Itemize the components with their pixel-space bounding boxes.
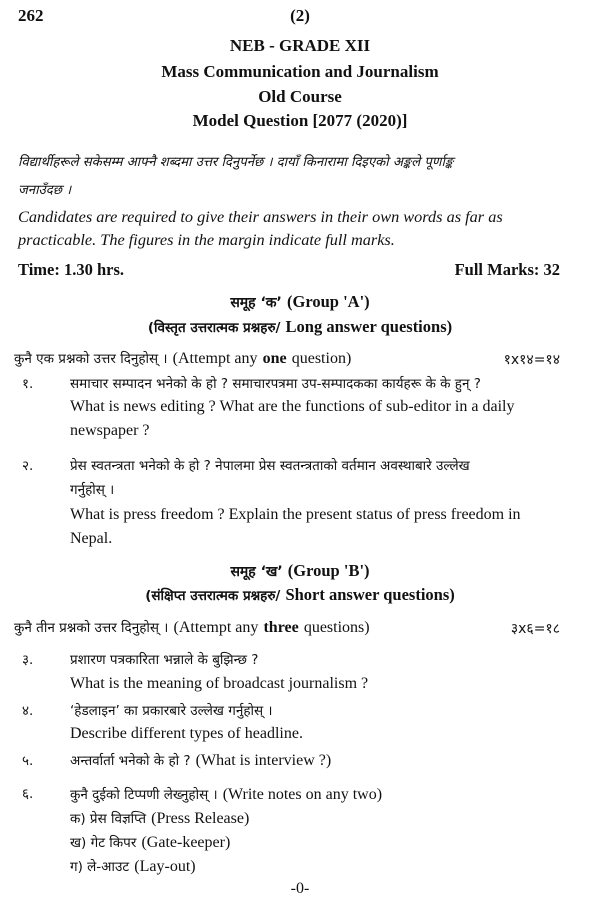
- question-4-en: Describe different types of headline.: [70, 725, 303, 742]
- group-b-instruction-en-prefix: (Attempt any: [173, 619, 259, 636]
- question-5-number: ५.: [22, 753, 34, 769]
- question-3-number: ३.: [22, 652, 34, 668]
- group-a-instruction-en-bold: one: [262, 350, 287, 367]
- question-5-text: [70, 750, 331, 770]
- group-a-subtitle-en: Long answer questions): [285, 317, 453, 336]
- group-b-title-en: (Group 'B'): [287, 561, 370, 580]
- subitem-1-np: क) प्रेस विज्ञप्ति: [70, 811, 147, 827]
- group-b-instruction-en-suffix: questions): [303, 619, 370, 636]
- group-b-title: [0, 561, 600, 581]
- question-1-np: समाचार सम्पादन भनेको के हो ? समाचारपत्रमा उप-सम्पादकका कार्यहरू के के हुन् ?: [70, 376, 481, 392]
- question-2-np-line1: प्रेस स्वतन्त्रता भनेको के हो ? नेपालमा प्रेस स्वतन्त्रताको वर्तमान अवस्थाबारे उल्लेख: [70, 458, 470, 474]
- page-number: 262: [18, 6, 44, 25]
- question-3-en: What is the meaning of broadcast journalism ?: [70, 675, 369, 692]
- group-b-title-np: समूह ‘ख’: [230, 564, 283, 580]
- question-5-en: (What is interview ?): [195, 752, 332, 769]
- group-a-subtitle: [0, 317, 600, 337]
- question-6-np: कुनै दुईको टिप्पणी लेख्नुहोस् ।: [70, 787, 218, 803]
- group-b-subtitle: [0, 585, 600, 605]
- exam-time: Time: 1.30 hrs.: [18, 260, 125, 279]
- question-1-en-line1: What is news editing ? What are the functions of sub-editor in a daily: [70, 398, 515, 415]
- group-a-marks: १x१४=१४: [503, 352, 560, 368]
- question-6-subitem-1: [70, 808, 249, 828]
- question-2-number: २.: [22, 458, 34, 474]
- question-2-en-line2: Nepal.: [70, 530, 113, 547]
- question-1-en-line2: newspaper ?: [70, 422, 150, 439]
- question-1-number: १.: [22, 376, 34, 392]
- group-a-title-en: (Group 'A'): [286, 292, 370, 311]
- question-6-en: (Write notes on any two): [222, 786, 383, 803]
- group-b-marks: ३x६=१८: [510, 621, 560, 637]
- subitem-1-en: (Press Release): [151, 810, 250, 827]
- question-2-np-line2: गर्नुहोस् ।: [70, 482, 115, 498]
- subitem-2-np: ख) गेट किपर: [70, 835, 137, 851]
- question-4-np: ‘हेडलाइन’ का प्रकारबारे उल्लेख गर्नुहोस् ।: [70, 703, 273, 719]
- question-3-np: प्रशारण पत्रकारिता भन्नाले के बुझिन्छ ?: [70, 652, 259, 668]
- question-6-subitem-3: [70, 856, 196, 876]
- full-marks: Full Marks: 32: [454, 260, 560, 279]
- group-b-instruction: [14, 617, 370, 637]
- course-title: Old Course: [258, 87, 342, 106]
- group-a-instruction-en-suffix: question): [291, 350, 352, 367]
- group-a-instruction: [14, 348, 351, 368]
- question-6-number: ६.: [22, 786, 34, 802]
- question-5-np: अन्तर्वार्ता भनेको के हो ?: [70, 753, 191, 769]
- instruction-english-line2: practicable. The figures in the margin indicate full marks.: [18, 230, 395, 249]
- group-b-instruction-np: कुनै तीन प्रश्नको उत्तर दिनुहोस् ।: [14, 620, 169, 636]
- instruction-nepali-line1: विद्यार्थीहरूले सकेसम्म आफ्नै शब्दमा उत्तर दिनुपर्नेछ । दायाँ किनारामा दिइएको अङ्कले पूर्णाङ्क: [18, 155, 454, 170]
- group-a-instruction-np: कुनै एक प्रश्नको उत्तर दिनुहोस् ।: [14, 351, 168, 367]
- question-6-text: [70, 784, 382, 804]
- subitem-3-np: ग) ले-आउट: [70, 859, 130, 875]
- sheet-number: (2): [290, 6, 310, 25]
- subitem-3-en: (Lay-out): [134, 858, 196, 875]
- subitem-2-en: (Gate-keeper): [141, 834, 231, 851]
- subject-title: Mass Communication and Journalism: [161, 62, 439, 81]
- question-5: [22, 750, 33, 769]
- group-a-instruction-en-prefix: (Attempt any: [172, 350, 258, 367]
- instruction-nepali-line2: जनाउँदछ ।: [18, 183, 72, 198]
- group-a-title: [0, 292, 600, 312]
- model-question-title: Model Question [2077 (2020)]: [192, 111, 408, 130]
- group-a-title-np: समूह ‘क’: [230, 295, 282, 311]
- group-a-subtitle-np: (विस्तृत उत्तरात्मक प्रश्नहरु/: [147, 320, 281, 336]
- question-4-number: ४.: [22, 703, 34, 719]
- question-6-subitem-2: [70, 832, 230, 852]
- group-b-subtitle-en: Short answer questions): [285, 585, 455, 604]
- board-title: NEB - GRADE XII: [229, 36, 371, 55]
- group-b-subtitle-np: (संक्षिप्त उत्तरात्मक प्रश्नहरु/: [145, 588, 281, 604]
- question-2-en-line1: What is press freedom ? Explain the present status of press freedom in: [70, 506, 521, 523]
- page-marker: -0-: [290, 880, 310, 897]
- group-b-instruction-en-bold: three: [263, 619, 299, 636]
- instruction-english-line1: Candidates are required to give their answers in their own words as far as: [18, 207, 503, 226]
